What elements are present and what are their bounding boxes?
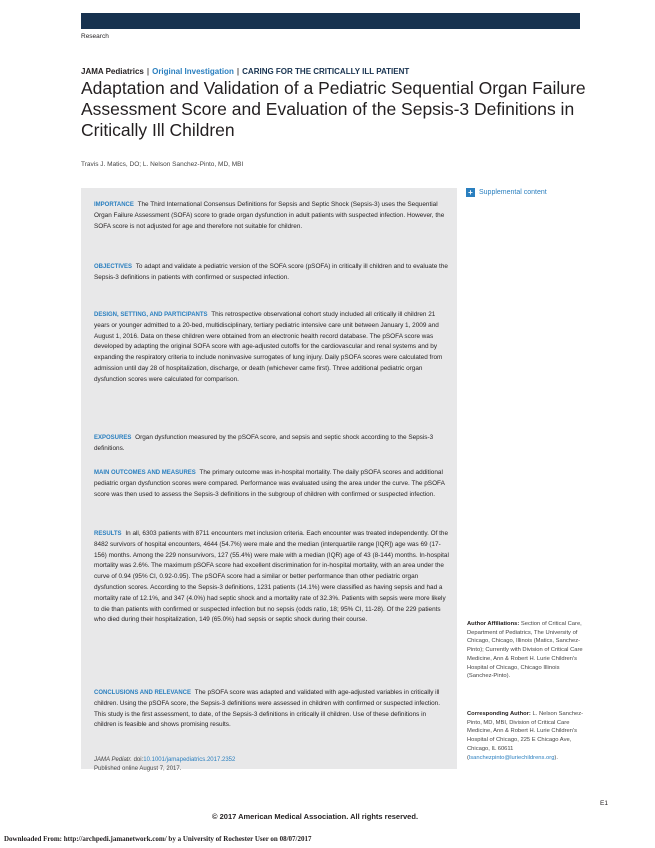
corresponding-text: L. Nelson Sanchez-Pinto, MD, MBI, Division of Critical Care Medicine, Ann & Robert H. Lurie Children's Hospital of Chicago, 225 E Chicago Ave, Chicago, IL 60611 ( xyxy=(467,711,584,761)
section-heading: DESIGN, SETTING, AND PARTICIPANTS xyxy=(94,312,208,318)
section-heading: EXPOSURES xyxy=(94,435,132,441)
plus-icon: + xyxy=(466,188,475,197)
download-notice: Downloaded From: http://archpedi.jamanetwork.com/ by a University of Rochester User on 08/07/2017 xyxy=(4,835,312,843)
section-text: The Third International Consensus Definitions for Sepsis and Septic Shock (Sepsis-3) uses the Sequential Organ Failure Assessment (SOFA) score to grade organ dysfunction in adult patients with suspected infection. However, the SOFA score is not adjusted for age and therefore not suitable for children. xyxy=(94,201,445,230)
abstract-design xyxy=(94,310,449,386)
section-text: In all, 6303 patients with 8711 encounters met inclusion criteria. Each encounter was treated independently. Of the 8482 survivors of hospital encounters, 4644 (54.7%) were male and the median (interquartile range [IQR]) age was 69 (17-156) months. Among the 229 nonsurvivors, 127 (55.4%) were male with a median (IQR) age of 43 (8-144) months. In-hospital mortality was 2.6%. The maximum pSOFA score had excellent discrimination for in-hospital mortality, with an area under the curve of 0.94 (95% CI, 0.92-0.95). The pSOFA score had a similar or better performance than other pediatric organ dysfunction scores. According to the Sepsis-3 definitions, 1231 patients (14.1%) were classified as having sepsis and had a mortality rate of 12.1%, and 347 (4.0%) had septic shock and a mortality rate of 32.3%. Patients with sepsis were more likely to die than patients with confirmed or suspected infection but no sepsis (odds ratio, 18; 95% CI, 11-28). Of the 229 patients who died during their hospitalization, 149 (65.0%) had sepsis or septic shock during their course. xyxy=(94,530,449,624)
section-text: Organ dysfunction measured by the pSOFA score, and sepsis and septic shock according to the Sepsis-3 definitions. xyxy=(94,434,434,452)
citation-journal: JAMA Pediatr. xyxy=(94,757,132,763)
section-heading: IMPORTANCE xyxy=(94,202,134,208)
section-text: To adapt and validate a pediatric version of the SOFA score (pSOFA) in critically ill children and to evaluate the Sepsis-3 definitions in patients with confirmed or suspected infection. xyxy=(94,263,448,281)
section-heading: MAIN OUTCOMES AND MEASURES xyxy=(94,470,196,476)
affiliations-text: Section of Critical Care, Department of Pediatrics, The University of Chicago, Chicago, Illinois (Matics, Sanchez-Pinto); Currently with Division of Critical Care Medicine, Ann & Robert H. Lurie Children's Hospital of Chicago, Chicago Illinois (Sanchez-Pinto). xyxy=(467,621,583,680)
section-heading: OBJECTIVES xyxy=(94,264,133,270)
email-link[interactable]: lsanchezpinto@luriechildrens.org xyxy=(468,754,555,761)
section-name: CARING FOR THE CRITICALLY ILL PATIENT xyxy=(242,67,410,76)
citation xyxy=(94,756,444,774)
doi-link[interactable]: 10.1001/jamapediatrics.2017.2352 xyxy=(143,757,236,763)
corresponding-author xyxy=(467,710,585,762)
section-heading: CONCLUSIONS AND RELEVANCE xyxy=(94,690,192,696)
separator: | xyxy=(146,67,150,76)
supplemental-content-link[interactable] xyxy=(466,188,547,197)
citation-doi-label: doi: xyxy=(133,757,144,763)
page-number: E1 xyxy=(600,800,608,807)
section-text: The pSOFA score was adapted and validated with age-adjusted variables in critically ill children. Using the pSOFA score, the Sepsis-3 definitions were assessed in children with confirmed or suspected infection. This study is the first assessment, to date, of the Sepsis-3 definitions in critically ill children. Use of these definitions in children is feasible and shows promising results. xyxy=(94,689,440,729)
article-type-link[interactable]: Original Investigation xyxy=(152,67,234,76)
supplemental-label: Supplemental content xyxy=(479,189,547,196)
affiliations-label: Author Affiliations: xyxy=(467,621,520,627)
abstract-conclusions xyxy=(94,688,449,731)
section-label: Research xyxy=(81,33,109,40)
journal-name: JAMA Pediatrics xyxy=(81,67,144,76)
section-text: This retrospective observational cohort study included all critically ill children 21 years or younger admitted to a 20-bed, multidisciplinary, tertiary pediatric intensive care unit between January 1, 2009 and August 1, 2016. Data on these children were obtained from an electronic health record database. The pSOFA score was developed by adapting the original SOFA score with age-adjusted cutoffs for the cardiovascular and renal systems and by expanding the respiratory criteria to include noninvasive surrogates of lung injury. Daily pSOFA scores were calculated from admission until day 28 of hospitalization, discharge, or death (whichever came first). Three additional pediatric organ dysfunction scores were calculated for comparison. xyxy=(94,311,443,383)
corresponding-suffix: ). xyxy=(554,754,558,761)
abstract-results xyxy=(94,529,449,626)
article-title: Adaptation and Validation of a Pediatric Sequential Organ Failure Assessment Score and Evaluation of the Sepsis-3 Definitions in Critically Ill Children xyxy=(81,78,586,140)
published-date: Published online August 7, 2017. xyxy=(94,766,182,772)
separator: | xyxy=(236,67,240,76)
author-affiliations xyxy=(467,620,585,681)
abstract-outcomes xyxy=(94,468,449,500)
abstract-importance xyxy=(94,200,449,232)
section-text: The primary outcome was in-hospital mortality. The daily pSOFA scores and additional pediatric organ dysfunction scores were compared. Performance was evaluated using the area under the curve. The pSOFA score was then used to assess the Sepsis-3 definitions in the subgroup of children with confirmed or suspected infection. xyxy=(94,469,445,498)
section-heading: RESULTS xyxy=(94,531,122,537)
corresponding-label: Corresponding Author: xyxy=(467,711,531,717)
journal-line xyxy=(81,67,409,76)
header-bar xyxy=(81,13,580,29)
abstract-objectives xyxy=(94,262,449,284)
authors: Travis J. Matics, DO; L. Nelson Sanchez-Pinto, MD, MBI xyxy=(81,161,244,168)
abstract-exposures xyxy=(94,433,449,455)
copyright: © 2017 American Medical Association. All rights reserved. xyxy=(212,812,419,821)
